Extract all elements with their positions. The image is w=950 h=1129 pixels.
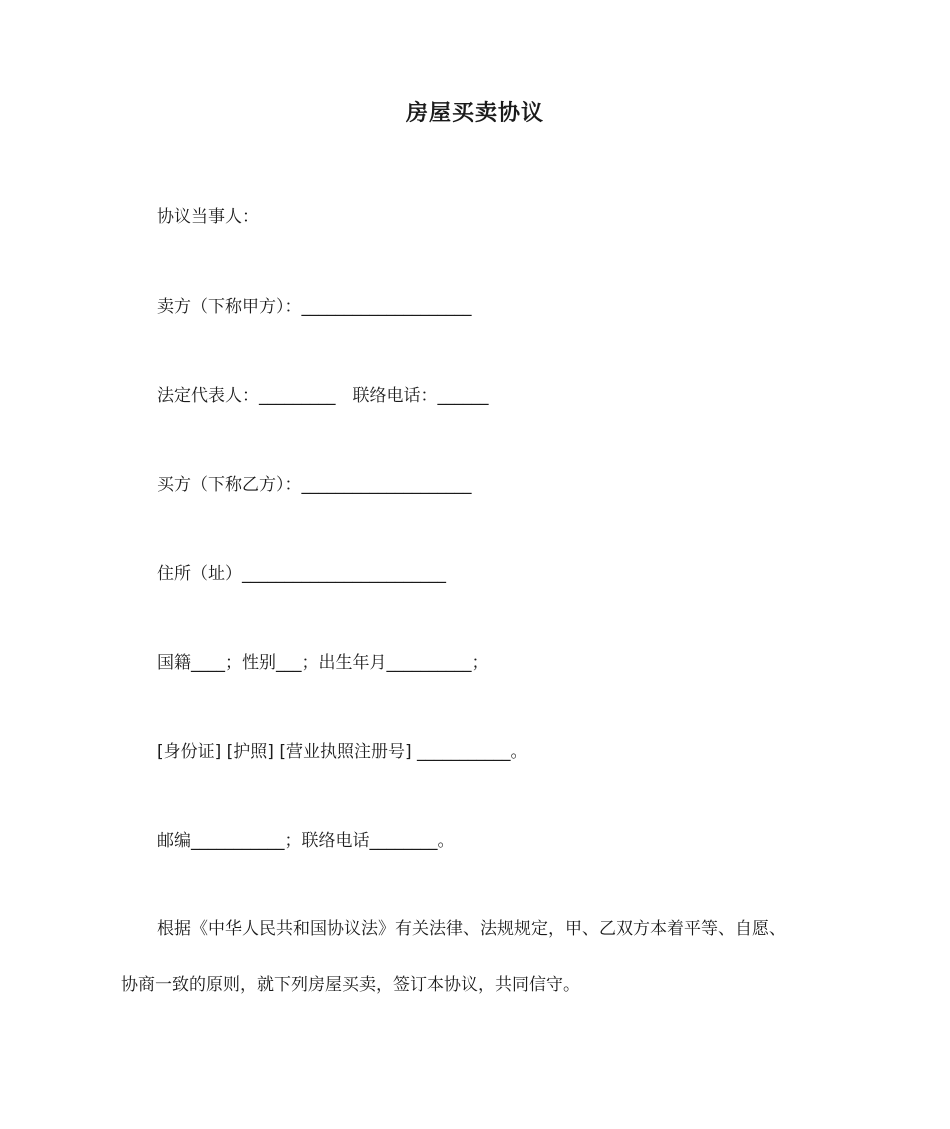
buyer-line: 买方（下称乙方）：____________________ xyxy=(157,475,472,495)
agreement-paragraph-line-1: 根据《中华人民共和国协议法》有关法律、法规规定，甲、乙双方本着平等、自愿、 xyxy=(157,919,786,939)
legal-representative-line: 法定代表人：_________ 联络电话：______ xyxy=(157,386,489,406)
id-document-line: [身份证] [护照] [营业执照注册号] ___________。 xyxy=(157,742,528,762)
address-line: 住所（址）________________________ xyxy=(157,564,446,584)
agreement-paragraph-line-2: 协商一致的原则，就下列房屋买卖，签订本协议，共同信守。 xyxy=(121,975,580,995)
nationality-line: 国籍____；性别___；出生年月__________； xyxy=(157,653,489,673)
seller-line: 卖方（下称甲方）：____________________ xyxy=(157,297,472,317)
postcode-line: 邮编___________；联络电话________。 xyxy=(157,831,455,851)
document-title: 房屋买卖协议 xyxy=(405,101,544,126)
parties-heading: 协议当事人： xyxy=(157,207,259,227)
